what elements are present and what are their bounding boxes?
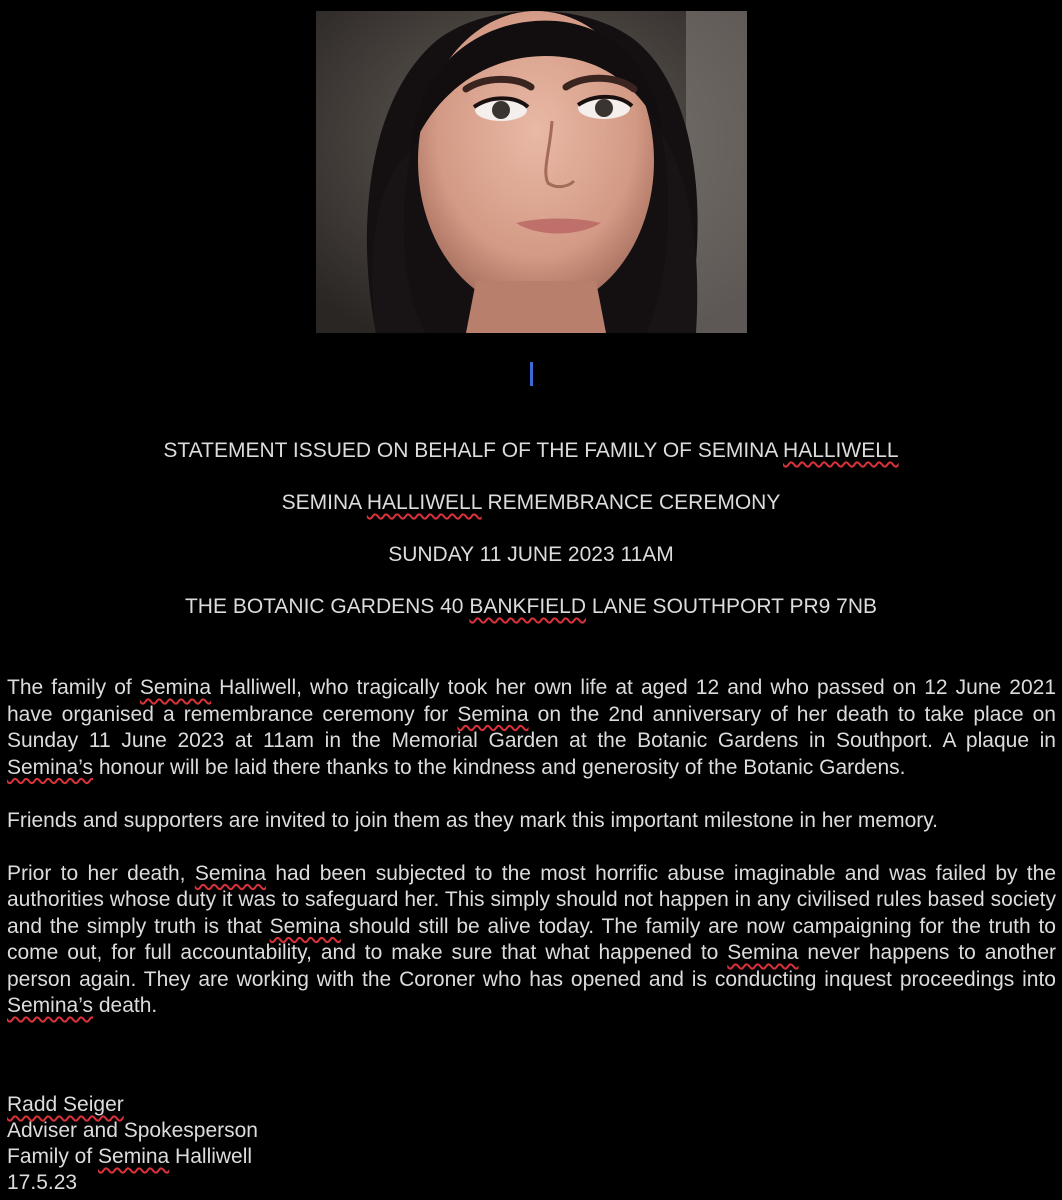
paragraph-text: Halliwell, who tragically took her own life at aged 12 and who passed on 12 June 2021 have organised a remembrance ceremony for — [7, 676, 1056, 726]
paragraph-invitation: Friends and supporters are invited to join them as they mark this important milestone in her memory. — [7, 808, 939, 832]
spellcheck-word: Semina — [269, 914, 341, 938]
paragraph-text: never happens to another person again. They are working with the Coroner who has opened and is conducting inquest proceedings into — [7, 941, 1057, 991]
statement-title — [0, 437, 1062, 465]
paragraph-announcement — [7, 675, 1056, 781]
statement-title-text: STATEMENT ISSUED ON BEHALF OF THE FAMILY OF SEMINA — [163, 439, 784, 462]
signature-block — [7, 1092, 258, 1196]
paragraph-text: honour will be laid there thanks to the kindness and generosity of the Botanic Gardens. — [93, 755, 906, 779]
spellcheck-word: Semina — [194, 861, 267, 885]
venue-text: THE BOTANIC GARDENS 40 — [184, 595, 470, 618]
paragraph-background — [7, 861, 1056, 1020]
spellcheck-word: Semina — [139, 676, 212, 699]
ceremony-title-text: SEMINA — [281, 491, 367, 514]
ceremony-title-text: REMEMBRANCE CEREMONY — [481, 491, 781, 514]
spellcheck-word: Semina — [98, 1145, 170, 1168]
paragraph-text: Prior to her death, — [7, 861, 195, 885]
paragraph-text: death. — [93, 994, 158, 1017]
statement-headings — [0, 437, 1062, 645]
text-cursor — [530, 362, 533, 386]
spellcheck-word: BANKFIELD — [469, 595, 587, 618]
paragraph-text: The family of — [7, 676, 140, 699]
ceremony-date: SUNDAY 11 JUNE 2023 11AM — [388, 543, 674, 566]
paragraph-text: should still be alive today. The family are now campaigning for the truth to come out, for full accountability, and to make sure that what happened to — [7, 914, 1056, 964]
spellcheck-word: Semina’s — [7, 755, 93, 779]
spellcheck-word: Semina’s — [7, 994, 93, 1017]
paragraph-text: had been subjected to the most horrific abuse imaginable and was failed by the authorities whose duty it was to safeguard her. This simply should not happen in any civilised rules based society and the simply truth is that — [7, 861, 1057, 938]
statement-body — [7, 675, 1056, 1046]
statement-date: 17.5.23 — [7, 1171, 78, 1194]
spellcheck-word: Semina — [727, 941, 799, 964]
portrait-photo — [316, 11, 747, 333]
portrait-photo-icon — [316, 11, 747, 333]
spellcheck-word: HALLIWELL — [366, 491, 482, 514]
ceremony-title — [0, 489, 1062, 517]
signatory-role: Adviser and Spokesperson — [7, 1119, 258, 1142]
family-text: Halliwell — [169, 1145, 253, 1168]
signatory-name — [7, 1092, 258, 1118]
spellcheck-word: Semina — [457, 702, 529, 726]
spellcheck-word: HALLIWELL — [783, 439, 899, 462]
paragraph-text: on the 2nd anniversary of her death to take place on Sunday 11 June 2023 at 11am in the Memorial Garden at the Botanic Gardens in Southport. A plaque in — [7, 702, 1056, 752]
family-text: Family of — [7, 1145, 99, 1168]
ceremony-venue — [0, 593, 1062, 621]
spellcheck-word: Radd Seiger — [7, 1093, 124, 1116]
venue-text: LANE SOUTHPORT PR9 7NB — [586, 595, 878, 618]
signatory-family — [7, 1144, 258, 1170]
